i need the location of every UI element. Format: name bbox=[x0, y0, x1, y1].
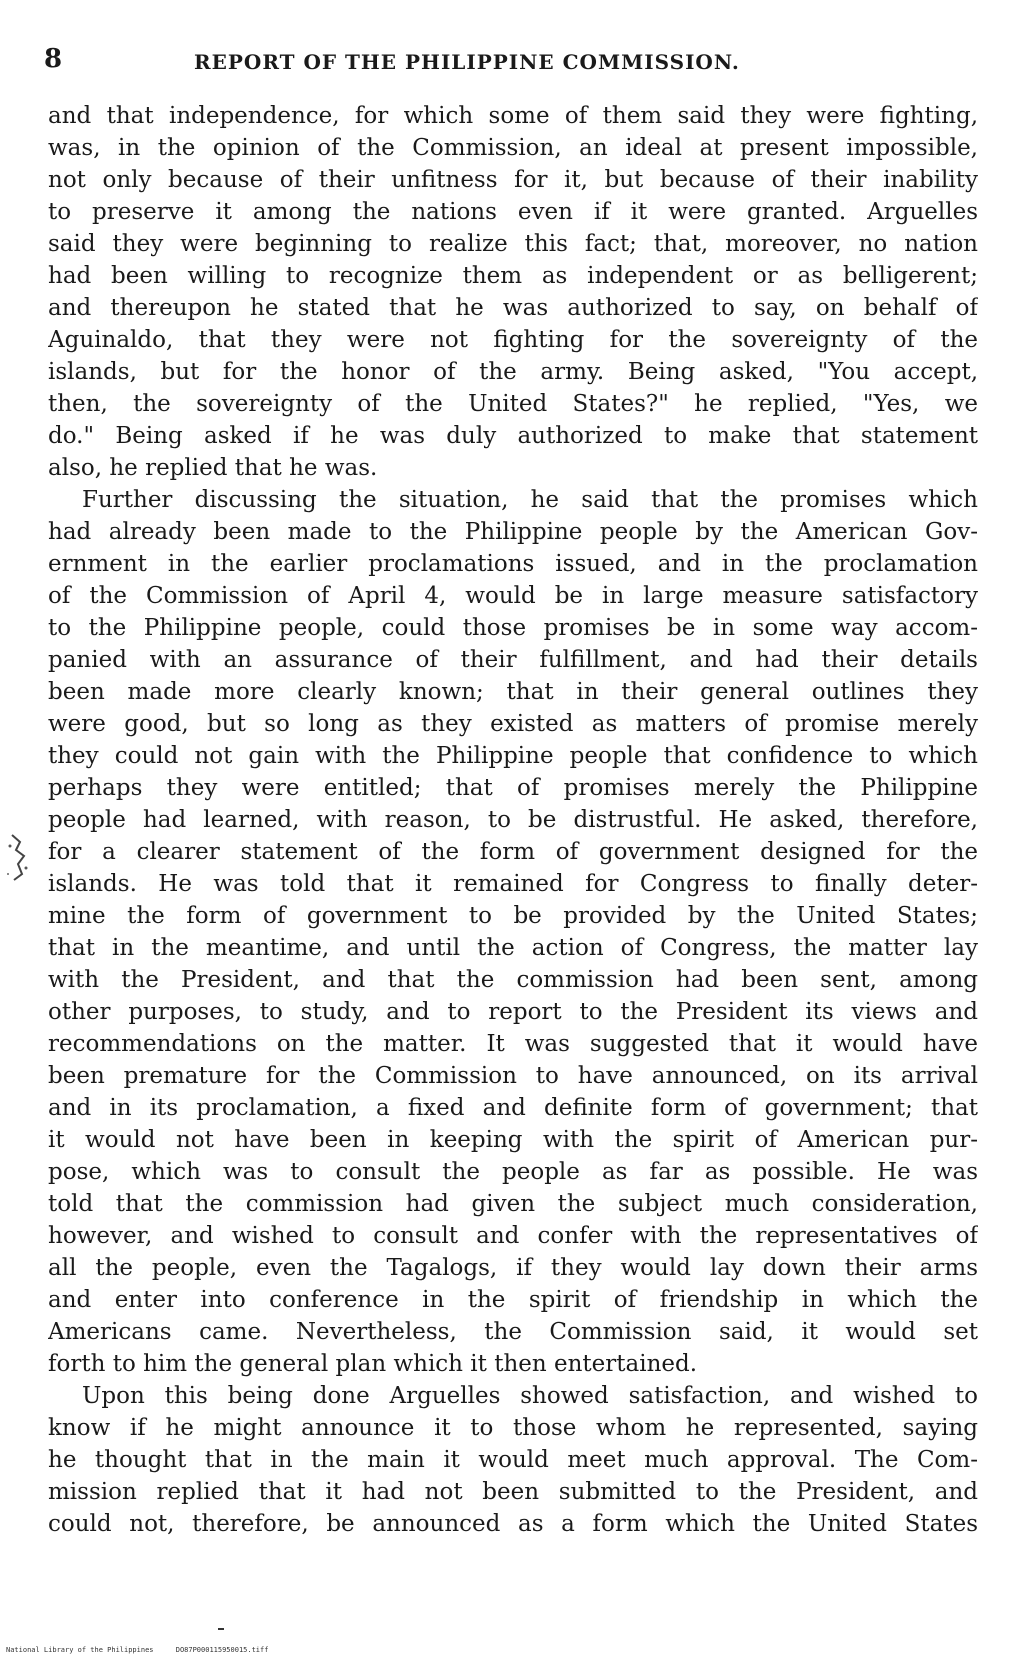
text-line: with the President, and that the commission had been sent, among bbox=[48, 967, 978, 993]
page-header bbox=[44, 44, 974, 84]
scan-smudge bbox=[2, 830, 32, 890]
text-line: for a clearer statement of the form of government designed for the bbox=[48, 839, 978, 865]
text-line: he thought that in the main it would meet much approval. The Com- bbox=[48, 1447, 978, 1473]
text-line: to the Philippine people, could those promises be in some way accom- bbox=[48, 615, 978, 641]
text-line: they could not gain with the Philippine people that confidence to which bbox=[48, 743, 978, 769]
text-line: Aguinaldo, that they were not fighting for the sovereignty of the bbox=[48, 327, 978, 353]
text-line: of the Commission of April 4, would be in large measure satisfactory bbox=[48, 583, 978, 609]
text-line: all the people, even the Tagalogs, if they would lay down their arms bbox=[48, 1255, 978, 1281]
text-line: and thereupon he stated that he was authorized to say, on behalf of bbox=[48, 295, 978, 321]
text-line: said they were beginning to realize this fact; that, moreover, no nation bbox=[48, 231, 978, 257]
text-line: been premature for the Commission to have announced, on its arrival bbox=[48, 1063, 978, 1089]
text-line: forth to him the general plan which it then entertained. bbox=[48, 1351, 698, 1377]
text-line: it would not have been in keeping with the spirit of American pur- bbox=[48, 1127, 978, 1153]
library-label: National Library of the Philippines bbox=[6, 1646, 154, 1654]
text-line: also, he replied that he was. bbox=[48, 455, 378, 481]
file-id: DO87P000115950015.tiff bbox=[175, 1646, 269, 1654]
page-number: 8 bbox=[44, 44, 63, 74]
text-line: other purposes, to study, and to report to the President its views and bbox=[48, 999, 978, 1025]
body-text bbox=[48, 100, 978, 1540]
text-line: Further discussing the situation, he said that the promises which bbox=[82, 487, 978, 513]
text-line: islands. He was told that it remained for Congress to finally deter- bbox=[48, 871, 978, 897]
text-line: mine the form of government to be provided by the United States; bbox=[48, 903, 978, 929]
text-line: not only because of their unfitness for it, but because of their inability bbox=[48, 167, 978, 193]
text-line: people had learned, with reason, to be distrustful. He asked, therefore, bbox=[48, 807, 978, 833]
text-line: had already been made to the Philippine people by the American Gov- bbox=[48, 519, 978, 545]
text-line: told that the commission had given the subject much consideration, bbox=[48, 1191, 978, 1217]
text-line: islands, but for the honor of the army. Being asked, "You accept, bbox=[48, 359, 978, 385]
text-line: Upon this being done Arguelles showed satisfaction, and wished to bbox=[82, 1383, 978, 1409]
text-line: were good, but so long as they existed as matters of promise merely bbox=[48, 711, 978, 737]
text-line: mission replied that it had not been submitted to the President, and bbox=[48, 1479, 978, 1505]
text-line: and enter into conference in the spirit of friendship in which the bbox=[48, 1287, 978, 1313]
text-line: and that independence, for which some of them said they were fighting, bbox=[48, 103, 978, 129]
text-line: could not, therefore, be announced as a form which the United States bbox=[48, 1511, 978, 1537]
scan-footer bbox=[6, 1646, 286, 1654]
text-line: however, and wished to consult and confer with the representatives of bbox=[48, 1223, 978, 1249]
text-line: and in its proclamation, a fixed and definite form of government; that bbox=[48, 1095, 978, 1121]
text-line: ernment in the earlier proclamations issued, and in the proclamation bbox=[48, 551, 978, 577]
text-line: been made more clearly known; that in their general outlines they bbox=[48, 679, 978, 705]
text-line: then, the sovereignty of the United States?" he replied, "Yes, we bbox=[48, 391, 978, 417]
running-title: REPORT OF THE PHILIPPINE COMMISSION. bbox=[194, 50, 740, 74]
text-line: perhaps they were entitled; that of promises merely the Philippine bbox=[48, 775, 978, 801]
text-line: do." Being asked if he was duly authorized to make that statement bbox=[48, 423, 978, 449]
text-line: had been willing to recognize them as independent or as belligerent; bbox=[48, 263, 978, 289]
text-line: was, in the opinion of the Commission, an ideal at present impossible, bbox=[48, 135, 978, 161]
text-line: panied with an assurance of their fulfillment, and had their details bbox=[48, 647, 978, 673]
text-line: that in the meantime, and until the action of Congress, the matter lay bbox=[48, 935, 978, 961]
scan-speck bbox=[218, 1628, 224, 1630]
text-line: recommendations on the matter. It was suggested that it would have bbox=[48, 1031, 978, 1057]
text-line: know if he might announce it to those whom he represented, saying bbox=[48, 1415, 978, 1441]
text-line: Americans came. Nevertheless, the Commission said, it would set bbox=[48, 1319, 978, 1345]
text-line: to preserve it among the nations even if it were granted. Arguelles bbox=[48, 199, 978, 225]
text-line: pose, which was to consult the people as far as possible. He was bbox=[48, 1159, 978, 1185]
